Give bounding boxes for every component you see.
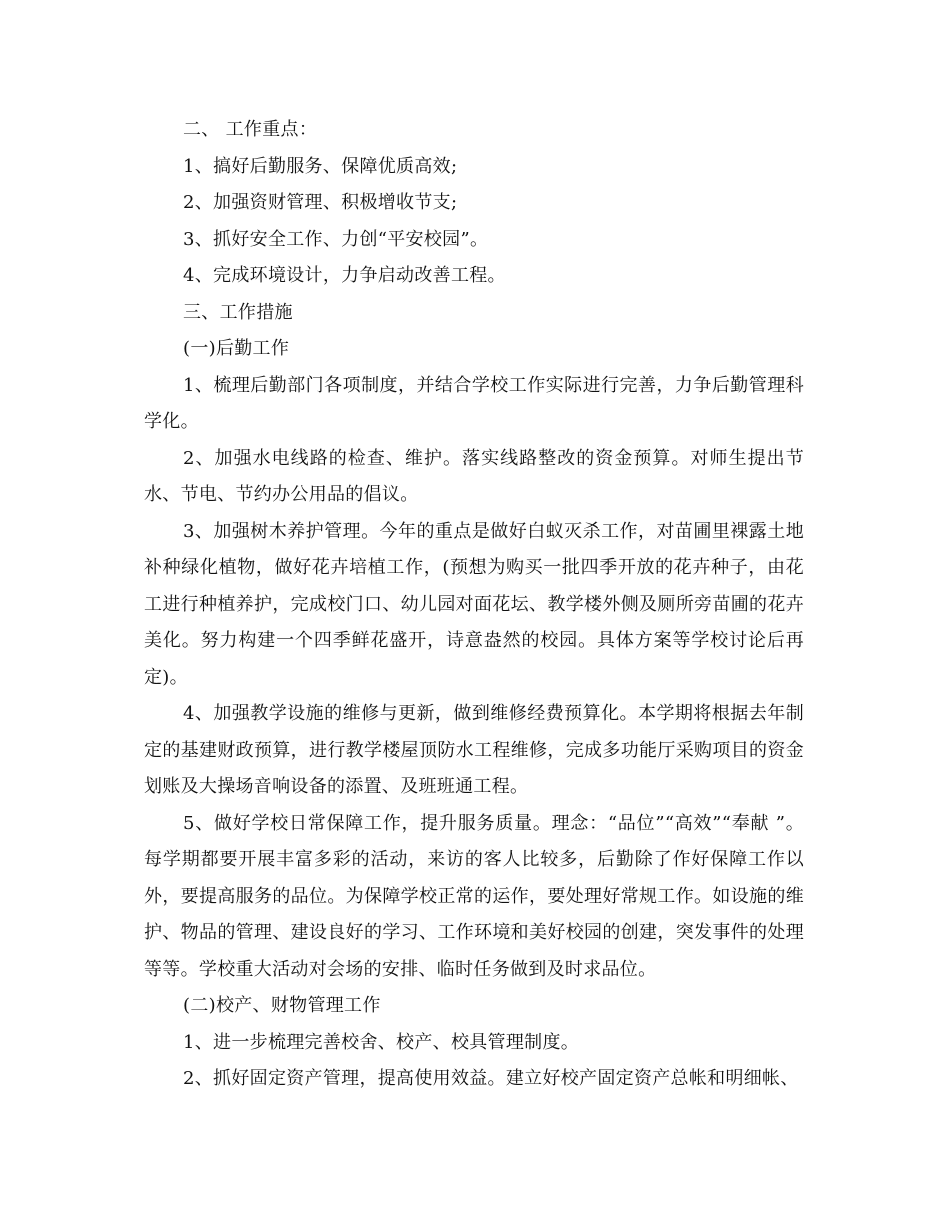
paragraph-focus-item-3: 3、抓好安全工作、力创“平安校园”。 <box>183 228 489 250</box>
paragraph-assets-item-2: 2、抓好固定资产管理，提高使用效益。建立好校产固定资产总帐和明细帐、 <box>183 1068 799 1089</box>
paragraph-logistics-item-2: 2、加强水电线路的检查、维护。落实线路整改的资金预算。对师生提出节水、节电、节约办公用品的倡议。 <box>144 447 804 505</box>
paragraph-logistics-item-1: 1、梳理后勤部门各项制度，并结合学校工作实际进行完善，力争后勤管理科学化。 <box>144 374 804 432</box>
paragraph-logistics-item-4: 4、加强教学设施的维修与更新，做到维修经费预算化。本学期将根据去年制定的基建财政预算，进行教学楼屋顶防水工程维修，完成多功能厅采购项目的资金划账及大操场音响设备的添置、及班班通工程。 <box>144 703 804 797</box>
section-heading-work-focus: 二、 工作重点： <box>183 119 318 140</box>
paragraph-focus-item-1: 1、搞好后勤服务、保障优质高效; <box>183 155 458 177</box>
paragraph-focus-item-4: 4、完成环境设计，力争启动改善工程。 <box>183 265 506 286</box>
paragraph-focus-item-2: 2、加强资财管理、积极增收节支; <box>183 192 458 213</box>
document-body <box>144 112 804 1098</box>
section-heading-work-measures: 三、工作措施 <box>183 301 293 323</box>
subsection-heading-logistics: (一)后勤工作 <box>183 338 290 359</box>
paragraph-assets-item-1: 1、进一步梳理完善校舍、校产、校具管理制度。 <box>183 1031 580 1053</box>
paragraph-logistics-item-3: 3、加强树木养护管理。今年的重点是做好白蚁灭杀工作，对苗圃里裸露土地补种绿化植物，做好花卉培植工作，(预想为购买一批四季开放的花卉种子，由花工进行种植养护，完成校门口、幼儿园对面花坛、教学楼外侧及厕所旁苗圃的花卉美化。努力构建一个四季鲜花盛开，诗意盎然的校园。具体方案等学校讨论后再定)。 <box>144 520 804 688</box>
paragraph-logistics-item-5: 5、做好学校日常保障工作，提升服务质量。理念：“品位”“高效”“奉献 ”。每学期都要开展丰富多彩的活动，来访的客人比较多，后勤除了作好保障工作以外，要提高服务的品位。为保障学校正常的运作，要处理好常规工作。如设施的维护、物品的管理、建设良好的学习、工作环境和美好校园的创建，突发事件的处理等等。学校重大活动对会场的安排、临时任务做到及时求品位。 <box>144 812 804 980</box>
subsection-heading-assets: (二)校产、财物管理工作 <box>183 995 381 1016</box>
